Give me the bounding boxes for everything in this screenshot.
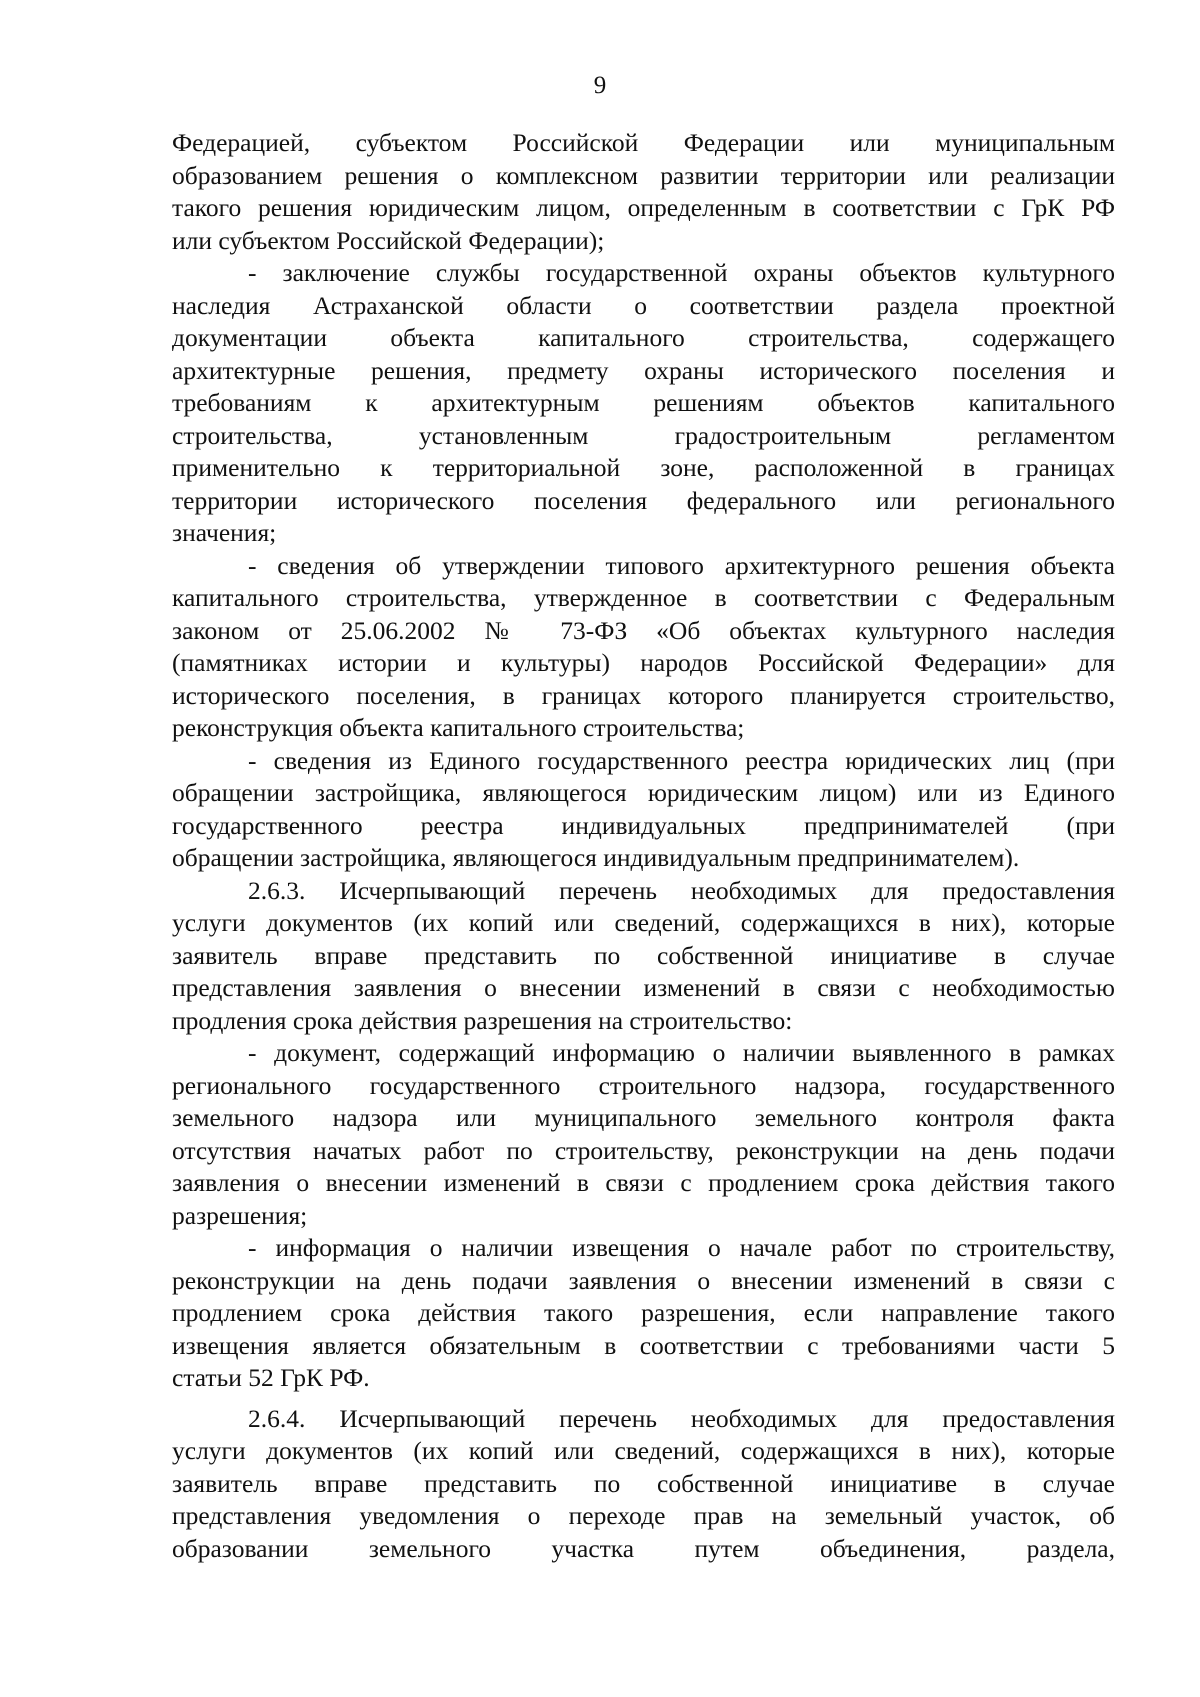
text-line: территории исторического поселения федерального или регионального — [172, 485, 1115, 515]
text-line: услуги документов (их копий или сведений, содержащихся в них), которые — [172, 908, 1115, 937]
text-line: документации объекта капитального строительства, содержащего — [172, 323, 1115, 352]
text-line: заявления о внесении изменений в связи с продлением срока действия такого — [172, 1168, 1115, 1197]
text-line: наследия Астраханской области о соответствии раздела проектной — [172, 290, 1115, 320]
text-line: извещения является обязательным в соответствии с требованиями части 5 — [172, 1330, 1115, 1360]
text-line: земельного надзора или муниципального земельного контроля факта — [172, 1103, 1115, 1132]
text-line: значения; — [172, 518, 277, 547]
paragraph — [172, 875, 1115, 1038]
text-line: услуги документов (их копий или сведений, содержащихся в них), которые — [172, 1436, 1115, 1465]
text-line: архитектурные решения, предмету охраны исторического поселения и — [172, 355, 1115, 385]
text-line: или субъектом Российской Федерации); — [172, 225, 605, 255]
text-line: обращении застройщика, являющегося юридическим лицом) или из Единого — [172, 778, 1115, 807]
paragraph-spacing — [172, 1395, 1115, 1403]
text-line: 2.6.3. Исчерпывающий перечень необходимых для предоставления — [248, 875, 1115, 905]
text-line: - информация о наличии извещения о начале работ по строительству, — [248, 1233, 1115, 1262]
text-line: исторического поселения, в границах которого планируется строительство, — [172, 680, 1115, 710]
text-line: представления уведомления о переходе прав на земельный участок, об — [172, 1501, 1115, 1530]
paragraph — [172, 1403, 1115, 1566]
text-line: обращении застройщика, являющегося индивидуальным предпринимателем). — [172, 843, 1020, 872]
paragraph — [172, 550, 1115, 745]
text-line: строительства, установленным градостроительным регламентом — [172, 420, 1115, 450]
text-line: образовании земельного участка путем объединения, раздела, — [172, 1533, 1115, 1563]
page-number: 9 — [593, 72, 607, 99]
text-line: образованием решения о комплексном развитии территории или реализации — [172, 160, 1115, 190]
text-line: отсутствия начатых работ по строительству, реконструкции на день подачи — [172, 1135, 1115, 1165]
text-line: капитального строительства, утвержденное в соответствии с Федеральным — [172, 583, 1115, 612]
text-line: реконструкция объекта капитального строительства; — [172, 713, 745, 742]
paragraph — [172, 1232, 1115, 1395]
text-line: - сведения об утверждении типового архитектурного решения объекта — [248, 550, 1115, 580]
text-line: - заключение службы государственной охраны объектов культурного — [248, 258, 1115, 287]
document-body — [172, 127, 1115, 1565]
text-line: заявитель вправе представить по собственной инициативе в случае — [172, 940, 1115, 970]
paragraph — [172, 745, 1115, 875]
paragraph — [172, 127, 1115, 257]
text-line: требованиям к архитектурным решениям объектов капитального — [172, 388, 1115, 417]
text-line: такого решения юридическим лицом, определенным в соответствии с ГрК РФ — [172, 193, 1115, 222]
text-line: - сведения из Единого государственного реестра юридических лиц (при — [248, 745, 1115, 775]
paragraph — [172, 257, 1115, 550]
text-line: продлением срока действия такого разрешения, если направление такого — [172, 1298, 1115, 1327]
text-line: Федерацией, субъектом Российской Федерации или муниципальным — [172, 128, 1115, 157]
text-line: представления заявления о внесении изменений в связи с необходимостью — [172, 973, 1115, 1002]
text-line: реконструкции на день подачи заявления о внесении изменений в связи с — [172, 1265, 1115, 1295]
text-line: государственного реестра индивидуальных предпринимателей (при — [172, 810, 1115, 840]
text-line: заявитель вправе представить по собственной инициативе в случае — [172, 1468, 1115, 1498]
text-line: - документ, содержащий информацию о наличии выявленного в рамках — [248, 1038, 1115, 1067]
text-line: продления срока действия разрешения на строительство: — [172, 1005, 793, 1035]
text-line: законом от 25.06.2002 № 73-ФЗ «Об объектах культурного наследия — [172, 615, 1115, 645]
text-line: (памятниках истории и культуры) народов Российской Федерации» для — [172, 648, 1115, 677]
text-line: статьи 52 ГрК РФ. — [172, 1363, 370, 1392]
paragraph — [172, 1037, 1115, 1232]
text-line: разрешения; — [172, 1200, 308, 1230]
text-line: регионального государственного строительного надзора, государственного — [172, 1070, 1115, 1100]
text-line: 2.6.4. Исчерпывающий перечень необходимых для предоставления — [248, 1403, 1115, 1433]
text-line: применительно к территориальной зоне, расположенной в границах — [172, 453, 1115, 482]
